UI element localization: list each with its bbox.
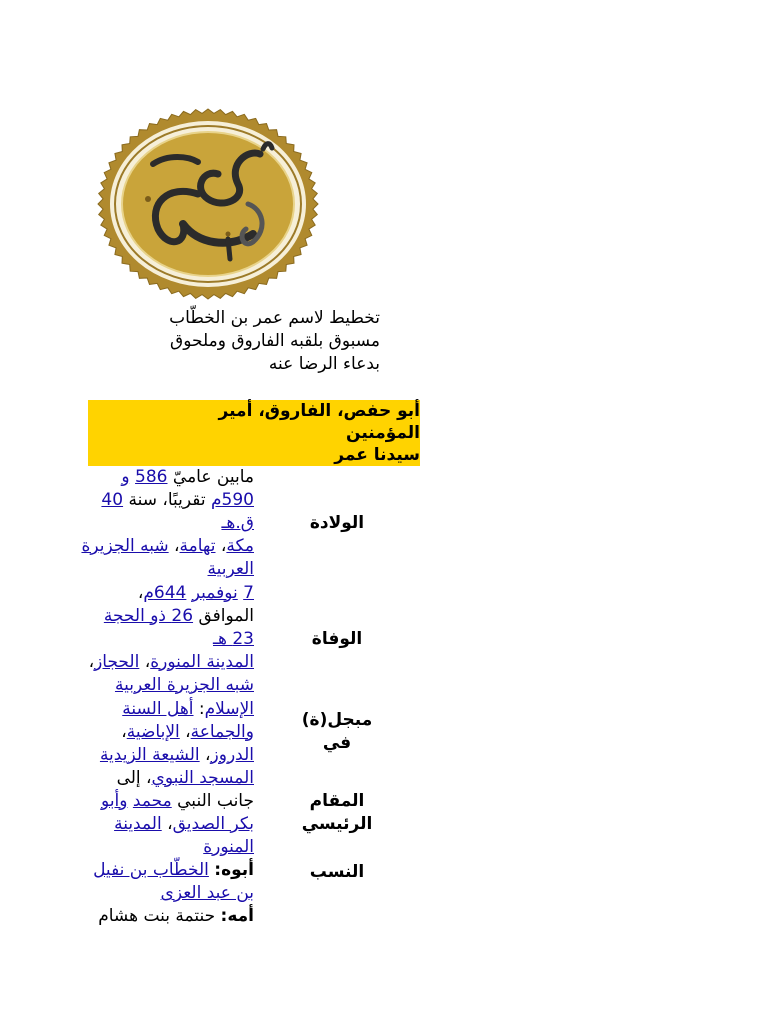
shrine-text: جانب النبي — [177, 791, 254, 811]
link-abd-al-uzza[interactable]: بن عبد العزى — [160, 883, 254, 903]
birth-value: مابين عاميّ 586 و 590م تقريبًا، سنة 40 ق.هـ مكة، تهامة، شبه الجزيرة العربية — [81, 467, 254, 579]
death-row — [88, 581, 420, 697]
death-value: 7 نوفمبر 644م، الموافق 26 ذو الحجة 23 هـ المدينة المنورة، الحجاز، شبه الجزيرة العربية — [88, 582, 254, 695]
venerated-label — [254, 697, 420, 767]
caption-line: مسبوق بلقبه الفاروق وملحوق — [170, 331, 380, 351]
shrine-text: إلى — [116, 768, 141, 788]
link-586[interactable]: 586 — [135, 467, 168, 487]
birth-text: مابين عاميّ — [172, 467, 254, 487]
link-jamaa[interactable]: والجماعة — [190, 721, 254, 742]
birth-row — [88, 466, 420, 581]
birth-label: الولادة — [309, 513, 365, 533]
link-khattab[interactable]: الخطّاب بن نفيل — [93, 860, 209, 880]
birth-text: تقريبًا، سنة — [128, 490, 206, 510]
shrine-label-line: المقام — [309, 791, 365, 811]
header-line: سيدنا عمر — [334, 445, 420, 465]
link-abu-bakr[interactable]: بكر الصديق — [172, 814, 254, 834]
venerated-value: الإسلام: أهل السنة والجماعة، الإباضية، الدروز، الشيعة الزيدية — [99, 698, 254, 765]
shrine-row — [88, 767, 420, 859]
link-sunni[interactable]: أهل السنة — [122, 698, 194, 719]
link-644[interactable]: 644م — [143, 582, 187, 603]
lineage-value — [88, 859, 254, 928]
link-and[interactable]: و — [121, 467, 130, 487]
link-arabian[interactable]: العربية — [207, 559, 254, 579]
link-ibadi[interactable]: الإباضية — [126, 721, 180, 742]
caption-line: بدعاء الرضا عنه — [268, 354, 380, 374]
mother-label: أمه: — [220, 906, 254, 926]
calligraphy-emblem — [97, 108, 319, 300]
mother-name: حنتمة بنت هشام — [98, 906, 216, 926]
header-line: المؤمنين — [346, 423, 420, 443]
venerated-label-line: مبجل(ة) — [301, 710, 373, 730]
father-label: أبوه: — [214, 860, 254, 880]
link-druze[interactable]: الدروز — [210, 744, 254, 765]
caption-line: تخطيط لاسم عمر بن الخطّاب — [169, 308, 380, 328]
header-line: أبو حفص، الفاروق، أمير — [218, 401, 420, 421]
shrine-label-line: الرئيسي — [301, 814, 373, 834]
link-muhammad[interactable]: محمد — [132, 791, 172, 811]
shrine-value: المسجد النبوي، إلى جانب النبي محمد وأبو بكر الصديق، المدينة المنورة — [101, 768, 254, 857]
link-medina[interactable]: المدينة المنورة — [150, 651, 254, 672]
link-mecca[interactable]: مكة — [226, 536, 254, 556]
link-zaidi[interactable]: الشيعة الزيدية — [99, 744, 200, 765]
infobox-table — [81, 400, 420, 928]
link-tihama[interactable]: تهامة — [179, 536, 216, 556]
link-peninsula[interactable]: شبه الجزيرة — [81, 536, 169, 556]
death-label: الوفاة — [311, 628, 363, 649]
infobox-header-row — [88, 400, 420, 466]
link-day-7[interactable]: 7 — [243, 582, 254, 603]
link-november[interactable]: نوفمبر — [191, 582, 238, 603]
link-590[interactable]: 590م — [211, 490, 254, 510]
lineage-row — [88, 859, 420, 928]
link-23-ah[interactable]: 23 هـ — [213, 628, 254, 649]
link-arabian-peninsula[interactable]: شبه الجزيرة العربية — [114, 674, 254, 695]
lineage-label: النسب — [309, 862, 365, 882]
link-dhu-al-hijjah[interactable]: 26 ذو الحجة — [103, 605, 194, 626]
link-islam[interactable]: الإسلام — [204, 698, 254, 719]
venerated-label-line: في — [322, 733, 352, 753]
link-before-hijra[interactable]: ق.هـ — [221, 513, 254, 533]
link-40[interactable]: 40 — [101, 490, 124, 510]
link-hejaz[interactable]: الحجاز — [94, 651, 140, 672]
infobox-header — [88, 400, 420, 466]
venerated-row — [88, 697, 420, 767]
shrine-label — [254, 767, 420, 859]
death-text: الموافق — [198, 605, 254, 626]
image-caption — [88, 307, 380, 376]
link-prophet-mosque[interactable]: المسجد النبوي — [151, 768, 254, 788]
link-and-abu[interactable]: وأبو — [101, 791, 128, 811]
link-medina-2[interactable]: المدينة — [114, 814, 162, 834]
link-munawwara[interactable]: المنورة — [203, 837, 254, 857]
